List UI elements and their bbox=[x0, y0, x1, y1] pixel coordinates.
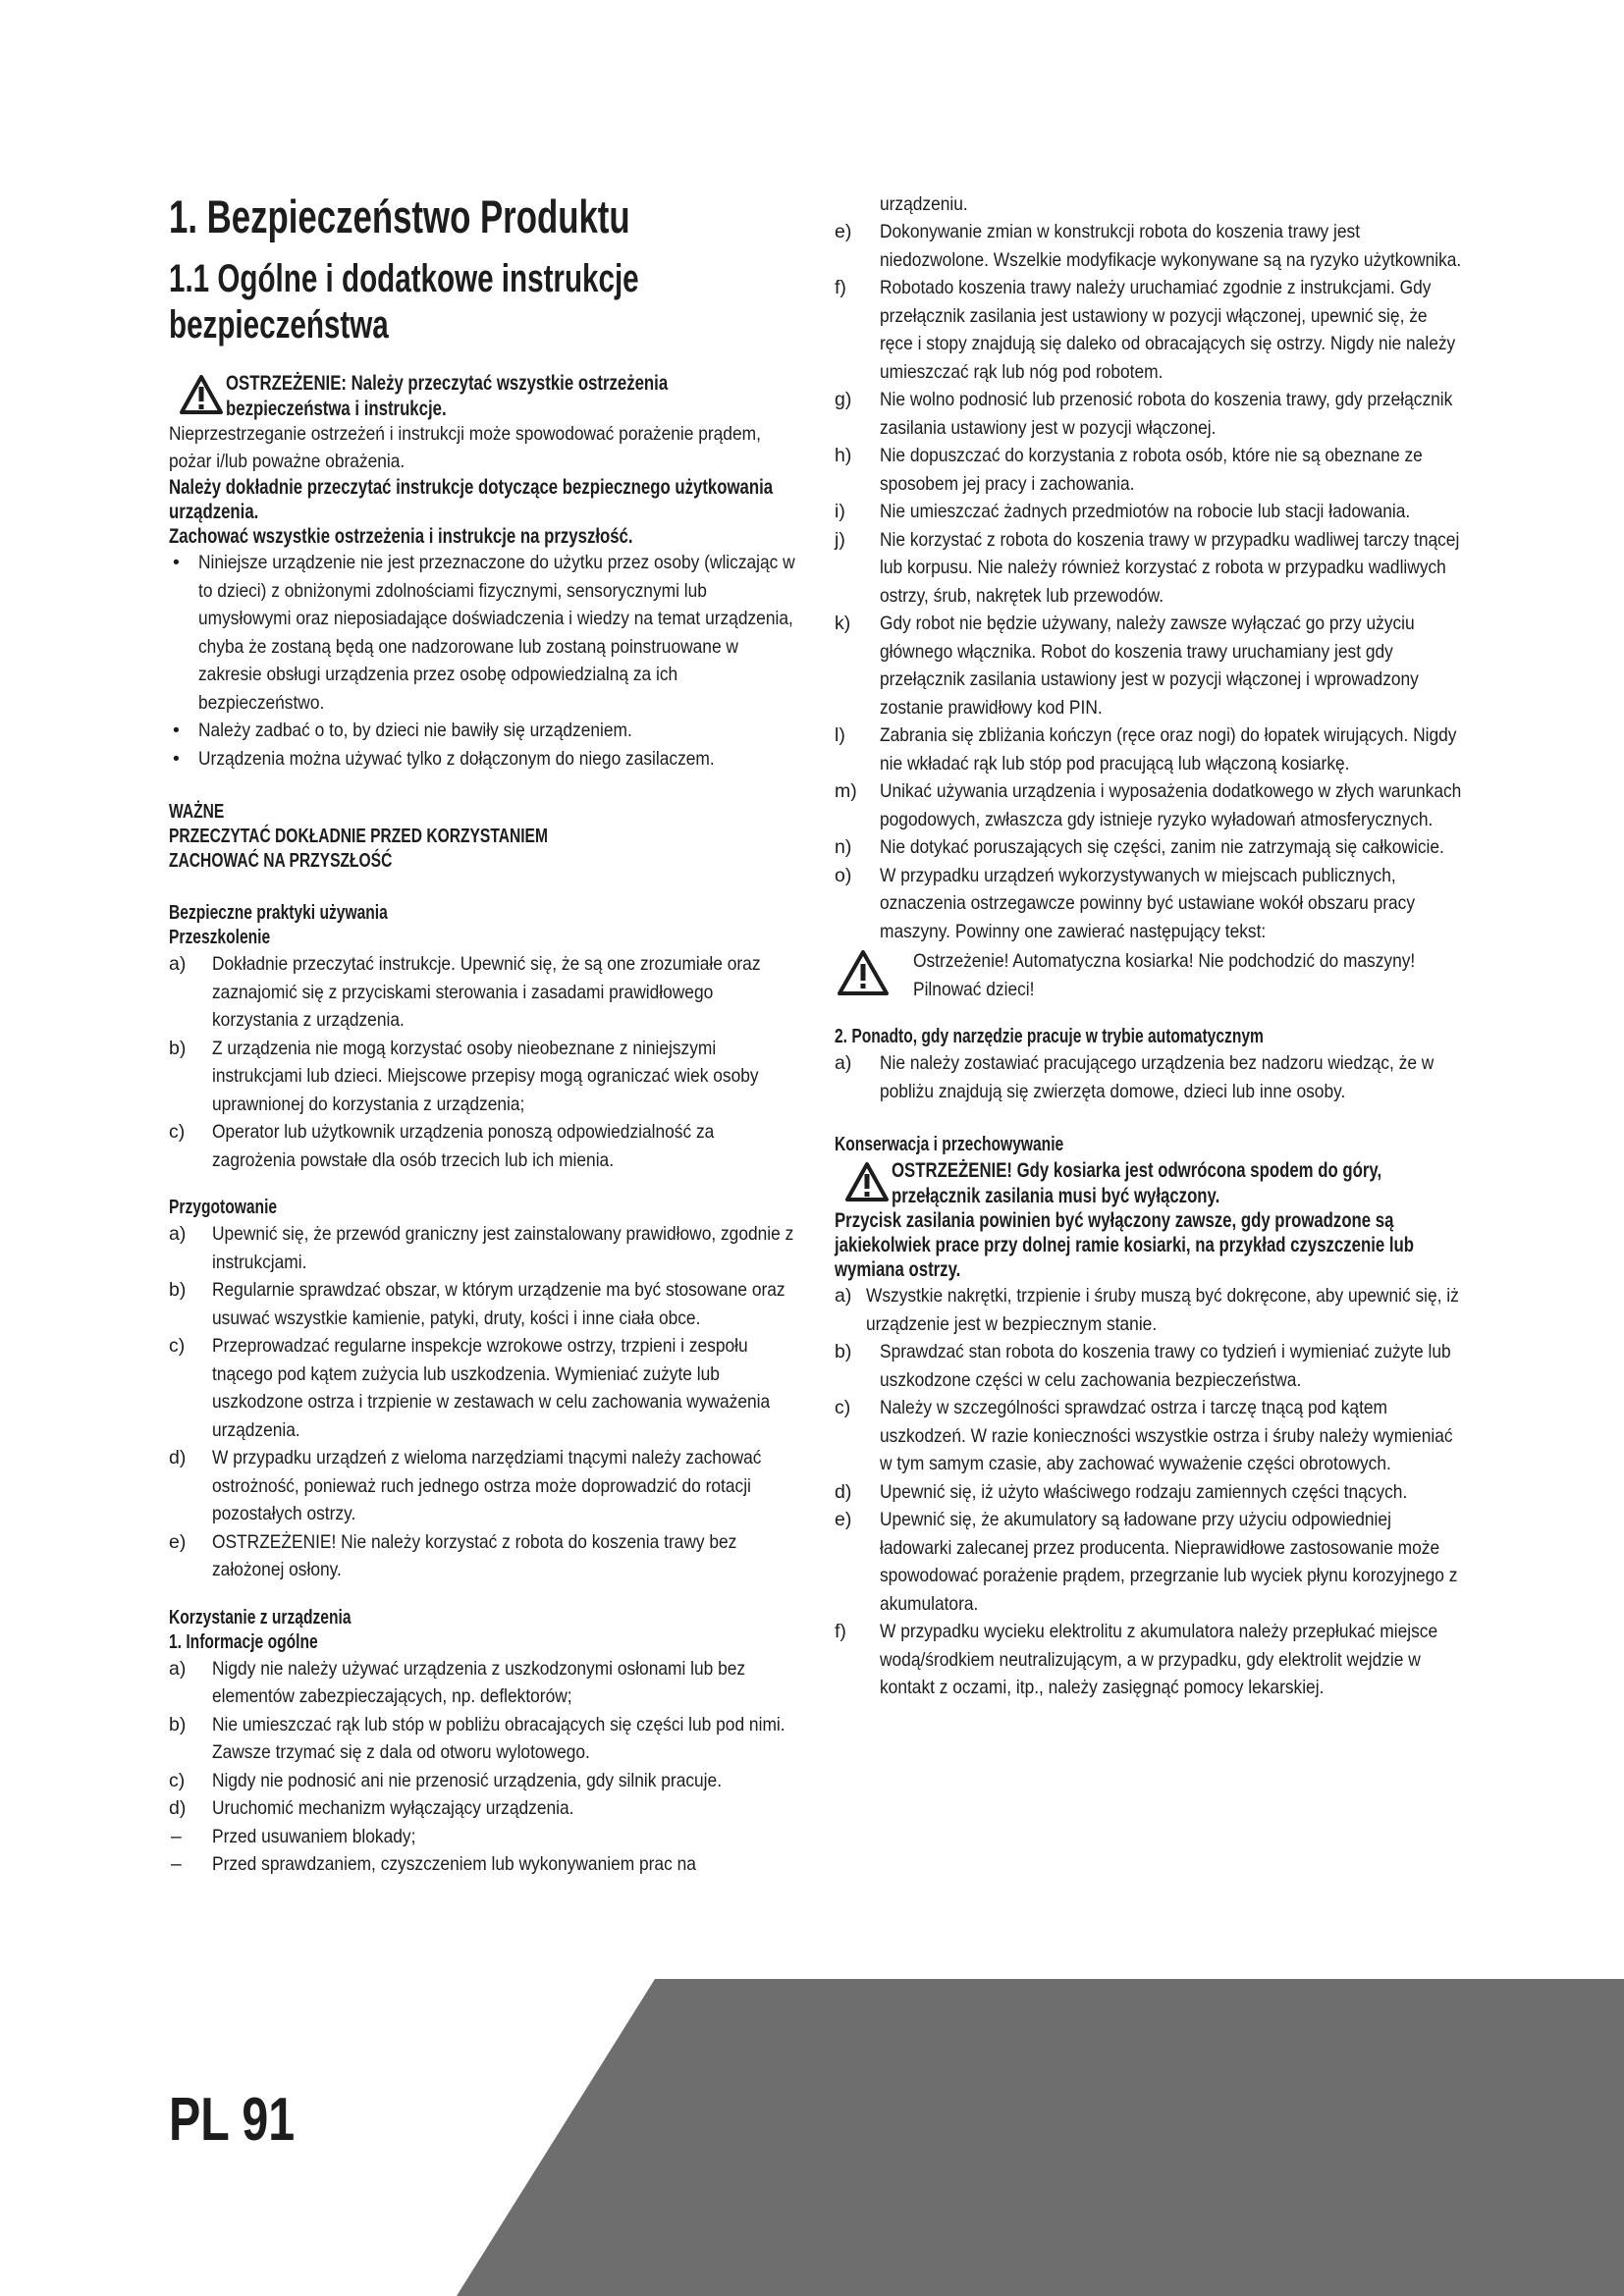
usage-title: Korzystanie z urządzenia bbox=[169, 1606, 352, 1629]
list-item: b) Regularnie sprawdzać obszar, w którym urządzenie ma być stosowane oraz usuwać wszystkie kamienie, patyki, druty, kości i inne ciała obce. bbox=[169, 1279, 785, 1329]
bullet-dot: • bbox=[173, 552, 180, 573]
warning-triangle-icon bbox=[837, 949, 890, 996]
list-item: c) Operator lub użytkownik urządzenia ponoszą odpowiedzialność za zagrożenia powstałe dla osób trzecich lub ich mienia. bbox=[169, 1121, 715, 1171]
left-column bbox=[169, 189, 797, 1879]
list-item: n) Nie dotykać poruszających się części, zanim nie zatrzymają się całkowicie. bbox=[835, 836, 1444, 858]
list-item: g) Nie wolno podnosić lub przenosić robota do koszenia trawy, gdy przełącznik zasilania ustawiony jest w pozycji włączonej. bbox=[835, 389, 1453, 439]
list-item: a) Dokładnie przeczytać instrukcje. Upewnić się, że są one zrozumiałe oraz zaznajomić się z przyciskami sterowania i zasadami prawidłowego korzystania z urządzenia. bbox=[169, 953, 761, 1031]
list-item: d) Upewnić się, iż użyto właściwego rodzaju zamiennych części tnących. bbox=[835, 1480, 1408, 1503]
list-item: e) Dokonywanie zmian w konstrukcji robota do koszenia trawy jest niedozwolone. Wszelkie modyfikacje wykonywane są na ryzyko użytkownika. bbox=[835, 221, 1462, 271]
warning-intro-text: Nieprzestrzeganie ostrzeżeń i instrukcji może spowodować porażenie prądem, pożar i/lub poważne obrażenia. bbox=[169, 423, 761, 472]
list-item: c) Przeprowadzać regularne inspekcje wzrokowe ostrzy, trzpieni i zespołu tnącego pod kątem zużycia lub uszkodzenia. Wymieniać zużyte lub uszkodzone ostrza i trzpienie w zestawach w celu zachowania wyważenia urządzenia. bbox=[169, 1335, 771, 1441]
list-item: j) Nie korzystać z robota do koszenia trawy w przypadku wadliwej tarczy tnącej lub korpusu. Nie należy również korzystać z robota w przypadku wadliwych ostrzy, śrub, nakrętek lub przewodów. bbox=[835, 528, 1460, 607]
read-before-use-label: PRZECZYTAĆ DOKŁADNIE PRZED KORZYSTANIEM bbox=[169, 826, 548, 847]
bullet-item: • Należy zadbać o to, by dzieci nie bawiły się urządzeniem. bbox=[169, 717, 797, 745]
list-item: k) Gdy robot nie będzie używany, należy zawsze wyłączać go przy użyciu głównego włącznika. Robot do koszenia trawy uruchamiany jest gdy przełącznik zasilania ustawiony jest w pozycji włączonej i wprowadzony zostanie prawidłowy kod PIN. bbox=[835, 613, 1419, 719]
list-item: e) Upewnić się, że akumulatory są ładowane przy użyciu odpowiedniej ładowarki zalecanej przez producenta. Nieprawidłowe zastosowanie może spowodować porażenie prądem, przegrzanie lub wyciek płynu korozyjnego z akumulatora. bbox=[835, 1509, 1458, 1615]
subsection-title: 1.1 Ogólne i dodatkowe instrukcje bezpieczeństwa bbox=[169, 257, 639, 347]
automatic-mode-title: 2. Ponadto, gdy narzędzie pracuje w trybie automatycznym bbox=[835, 1026, 1264, 1047]
list-item: a) Wszystkie nakrętki, trzpienie i śruby muszą być dokręcone, aby upewnić się, iż urządzenie jest w bezpiecznym stanie. bbox=[835, 1285, 1459, 1335]
list-item: b) Z urządzenia nie mogą korzystać osoby nieobeznane z niniejszymi instrukcjami lub dzieci. Miejscowe przepisy mogą ograniczać wiek osoby uprawnionej do korzystania z urządzenia; bbox=[169, 1037, 759, 1115]
list-item: d) Uruchomić mechanizm wyłączający urządzenia. bbox=[169, 1797, 574, 1819]
warning-triangle-icon bbox=[844, 1161, 890, 1202]
keep-instructions-note: Zachować wszystkie ostrzeżenia i instrukcje na przyszłość. bbox=[169, 524, 633, 548]
preparation-title: Przygotowanie bbox=[169, 1197, 278, 1218]
list-item: f) Robotado koszenia trawy należy uruchamiać zgodnie z instrukcjami. Gdy przełącznik zasilania jest ustawiony w pozycji włączonej, upewnić się, że ręce i stopy znajdują się daleko od obracających się ostrzy. Nigdy nie należy umieszczać rąk lub nóg pod robotem. bbox=[835, 277, 1456, 383]
important-label: WAŻNE bbox=[169, 801, 225, 823]
warning-sign-text: Ostrzeżenie! Automatyczna kosiarka! Nie podchodzić do maszyny! Pilnować dzieci! bbox=[835, 947, 1463, 1003]
warning-intro bbox=[169, 370, 797, 421]
maintenance-title: Konserwacja i przechowywanie bbox=[835, 1134, 1064, 1155]
dash-item: – Przed sprawdzaniem, czyszczeniem lub wykonywaniem prac na bbox=[171, 1853, 696, 1875]
dash-item: – Przed usuwaniem blokady; bbox=[171, 1825, 416, 1847]
bullet-dot: • bbox=[173, 747, 180, 770]
list-item: m) Unikać używania urządzenia i wyposażenia dodatkowego w złych warunkach pogodowych, zwłaszcza gdy istnieje ryzyko wyładowań atmosferycznych. bbox=[835, 780, 1462, 830]
section-title: 1. Bezpieczeństwo Produktu bbox=[169, 190, 630, 242]
list-item: h) Nie dopuszczać do korzystania z robota osób, które nie są obeznane ze sposobem jej pracy i zachowania. bbox=[835, 445, 1423, 495]
list-item: o) W przypadku urządzeń wykorzystywanych w miejscach publicznych, oznaczenia ostrzegawcze powinny być ustawiane wokół obszaru pracy maszyny. Powinny one zawierać następujący tekst: bbox=[835, 864, 1416, 942]
list-item: b) Sprawdzać stan robota do koszenia trawy co tydzień i wymieniać zużyte lub uszkodzone części w celu zachowania bezpieczeństwa. bbox=[835, 1341, 1451, 1391]
list-item: c) Należy w szczególności sprawdzać ostrza i tarczę tnącą pod kątem uszkodzeń. W razie konieczności wszystkie ostrza i śruby należy wymieniać w tym samym czasie, aby zachować wyważenie części obrotowych. bbox=[835, 1397, 1453, 1474]
page-number: PL 91 bbox=[169, 2086, 296, 2154]
general-info-title: 1. Informacje ogólne bbox=[169, 1630, 318, 1653]
list-item: e) OSTRZEŻENIE! Nie należy korzystać z robota do koszenia trawy bez założonej osłony. bbox=[169, 1530, 737, 1580]
bullet-item: • Urządzenia można używać tylko z dołączonym do niego zasilaczem. bbox=[169, 745, 797, 774]
list-item: f) W przypadku wycieku elektrolitu z akumulatora należy przepłukać miejsce wodą/środkiem neutralizującym, a w przypadku, gdy elektrolit wejdzie w kontakt z oczami, itp., należy zasięgnąć pomocy lekarskiej. bbox=[835, 1621, 1438, 1698]
maintenance-warning-text: OSTRZEŻENIE! Gdy kosiarka jest odwrócona spodem do góry, przełącznik zasilania musi być wyłączony. bbox=[892, 1158, 1382, 1207]
maintenance-warning bbox=[835, 1157, 1463, 1208]
power-button-note: Przycisk zasilania powinien być wyłączony zawsze, gdy prowadzone są jakiekolwiek prace przy dolnej ramie kosiarki, na przykład czyszczenie lub wymiana ostrzy. bbox=[835, 1208, 1415, 1281]
read-instructions-note: Należy dokładnie przeczytać instrukcje dotyczące bezpiecznego użytkowania urządzenia. bbox=[169, 475, 774, 523]
list-item: a) Nigdy nie należy używać urządzenia z uszkodzonymi osłonami lub bez elementów zabezpieczających, np. deflektorów; bbox=[169, 1657, 746, 1707]
keep-for-future-label: ZACHOWAĆ NA PRZYSZŁOŚĆ bbox=[169, 850, 393, 872]
right-column bbox=[835, 190, 1463, 1702]
bullet-dot: • bbox=[173, 720, 180, 741]
training-title: Przeszkolenie bbox=[169, 927, 271, 948]
list-item: d) W przypadku urządzeń z wieloma narzędziami tnącymi należy zachować ostrożność, ponieważ ruch jednego ostrza może doprowadzić do rotacji pozostałych ostrzy. bbox=[169, 1447, 762, 1524]
warning-triangle-icon bbox=[179, 374, 224, 415]
list-item: b) Nie umieszczać rąk lub stóp w pobliżu obracających się części lub pod nimi. Zawsze trzymać się z dala od otworu wylotowego. bbox=[169, 1713, 785, 1763]
list-item: c) Nigdy nie podnosić ani nie przenosić urządzenia, gdy silnik pracuje. bbox=[169, 1769, 723, 1791]
list-item: l) Zabrania się zbliżania kończyn (ręce oraz nogi) do łopatek wirujących. Nigdy nie wkładać rąk lub stóp pod pracującą lub włączoną kosiarkę. bbox=[835, 724, 1457, 774]
warning-intro-heading: OSTRZEŻENIE: Należy przeczytać wszystkie ostrzeżenia bezpieczeństwa i instrukcje. bbox=[226, 371, 669, 420]
list-item: a) Upewnić się, że przewód graniczny jest zainstalowany prawidłowo, zgodnie z instrukcjami. bbox=[169, 1223, 794, 1273]
list-item: i) Nie umieszczać żadnych przedmiotów na robocie lub stacji ładowania. bbox=[835, 501, 1411, 522]
list-item: a) Nie należy zostawiać pracującego urządzenia bez nadzoru wiedząc, że w pobliżu znajdują się zwierzęta domowe, dzieci lub inne osoby. bbox=[835, 1052, 1435, 1102]
bullet-item: • Niniejsze urządzenie nie jest przeznaczone do użytku przez osoby (wliczając w to dzieci) z obniżonymi zdolnościami fizycznymi, sensorycznymi lub umysłowymi oraz nieposiadające doświadczenia i wiedzy na temat urządzenia, chyba że zostaną będą one nadzorowane lub zostaną poinstruowane w zakresie obsługi urządzenia przez osobę odpowiedzialną za ich bezpieczeństwo. bbox=[169, 549, 797, 717]
continuation-text: urządzeniu. bbox=[880, 193, 968, 215]
safe-practices-title: Bezpieczne praktyki używania bbox=[169, 902, 388, 924]
